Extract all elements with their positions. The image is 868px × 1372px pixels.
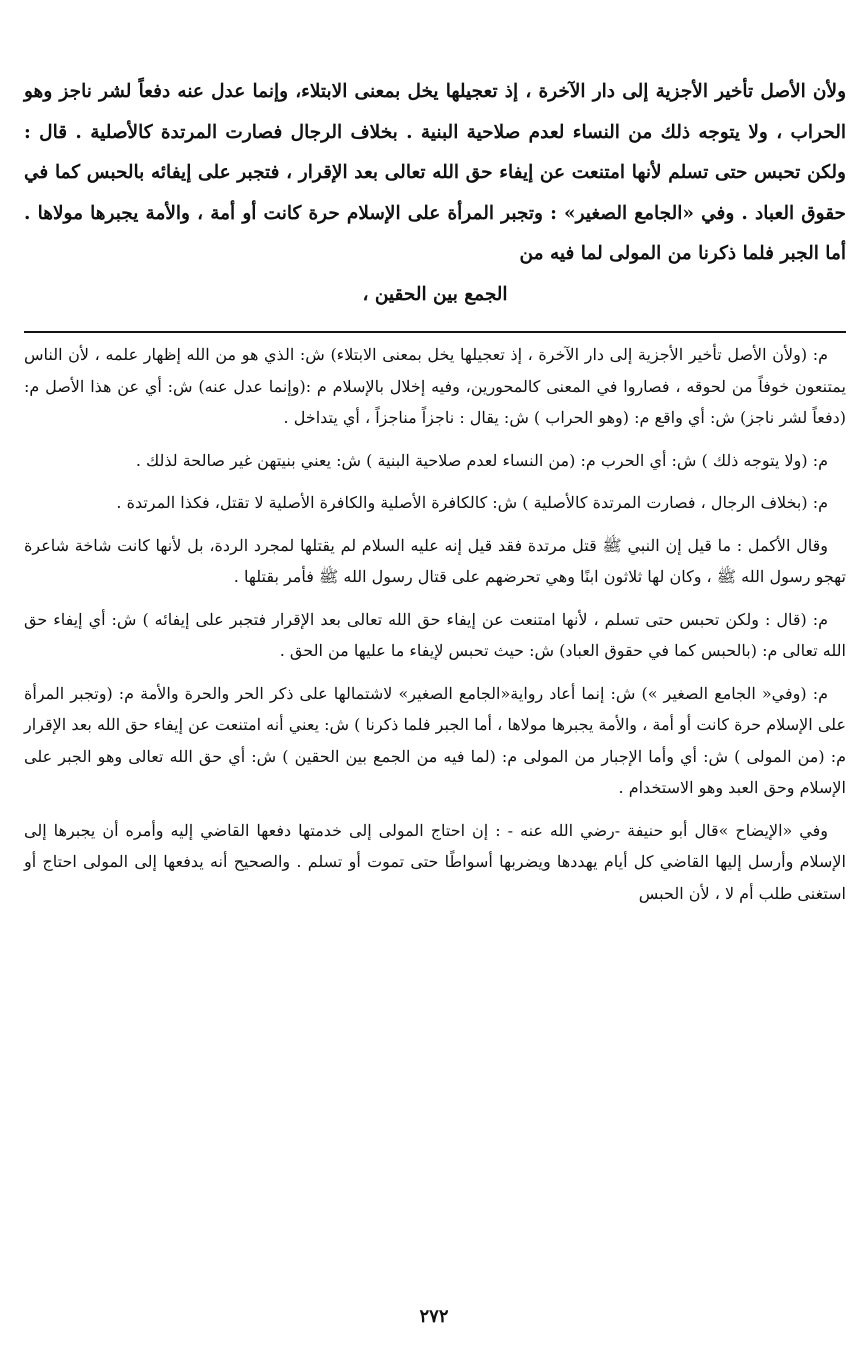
main-text-line: ولأن الأصل تأخير الأجزية إلى دار الآخرة ، إذ تعجيلها يخل بمعنى الابتلاء، وإنما عدل عنه دفعاً <box>138 81 847 102</box>
commentary-paragraph: م: (ولأن الأصل تأخير الأجزية إلى دار الآخرة ، إذ تعجيلها يخل بمعنى الابتلاء) ش: الذي هو من الله إظهار علمه ، لأن الناس يمتنعون خوفاً من لحوقه ، فصاروا في المعنى كالمحورين، وفيه إخلال بالإسلام م :(وإنما عدل عنه) ش: أي عن هذا الأصل م: (دفعاً لشر ناجز) ش: أي واقع م: (وهو الحراب ) ش: يقال : ناجزاً مناجزاً ، أي يتداخل . <box>24 345 847 427</box>
main-text-last-line: الجمع بين الحقين ، <box>362 283 508 305</box>
commentary-paragraph: م: (قال : ولكن تحبس حتى تسلم ، لأنها امتنعت عن إيفاء حق الله تعالى بعد الإقرار فتجبر على إيفائه ) ش: أي إيفاء حق الله تعالى م: (بالحبس كما في حقوق العباد) ش: حيث تحبس لإيفاء ما عليها من الحق . <box>24 609 846 660</box>
main-text-line: على الإسلام حرة كانت أو أمة ، والأمة يجبرها مولاها . أما الجبر فلما ذكرنا من المولى لما فيه من <box>24 202 846 264</box>
commentary-paragraph: وقال الأكمل : ما قيل إن النبي ﷺ قتل مرتدة فقد قيل إنه عليه السلام لم يقتلها لمجرد الردة، بل لأنها كانت شاخة شاعرة تهجو رسول الله ﷺ ، وكان لها ثلاثون ابنًا وهي تحرضهم على قتال رسول الله ﷺ فأمر بقتلها . <box>24 535 846 586</box>
main-text-line: فصارت المرتدة كالأصلية . قال : ولكن تحبس حتى تسلم لأنها امتنعت عن إيفاء حق الله تعالى <box>24 121 846 183</box>
commentary <box>24 339 846 909</box>
document-page <box>24 72 846 920</box>
commentary-paragraph: م: (ولا يتوجه ذلك ) ش: أي الحرب م: (من النساء لعدم صلاحية البنية ) ش: يعني بنيتهن غير صالحة لذلك . <box>135 450 828 470</box>
main-text-line: لشر ناجز وهو الحراب ، ولا يتوجه ذلك من النساء لعدم صلاحية البنية . بخلاف الرجال <box>24 81 846 143</box>
section-divider <box>24 331 846 333</box>
main-text-line: بعد الإقرار ، فتجبر على إيفائه بالحبس كما في حقوق العباد . وفي «الجامع الصغير» : وتجبر المرأة <box>24 162 846 224</box>
page-number: ٢٧٢ <box>419 1306 449 1327</box>
main-text <box>24 72 846 275</box>
commentary-paragraph: م: (بخلاف الرجال ، فصارت المرتدة كالأصلية ) ش: كالكافرة الأصلية والكافرة الأصلية لا تقتل، فكذا المرتدة . <box>116 493 828 512</box>
commentary-paragraph: وفي «الإيضاح »قال أبو حنيفة -رضي الله عنه - : إن احتاج المولى إلى خدمتها دفعها القاضي إليه وأمره أن يجبرها إلى الإسلام وأرسل إليها القاضي كل أيام يهددها ويضربها أسواطًا حتى تموت أو تسلم . والصحيح أنه يدفعها إلى المولى احتاج أو استغنى طلب أم لا ، لأن الحبس <box>24 820 847 903</box>
commentary-paragraph: م: (وفي« الجامع الصغير ») ش: إنما أعاد رواية«الجامع الصغير» لاشتمالها على ذكر الحر والحرة والأمة م: (وتجبر المرأة على الإسلام حرة كانت أو أمة ، والأمة يجبرها مولاها ، أما الجبر فلما ذكرنا ) ش: يعني أنه امتنعت عن إيفاء حق الله بعد الإقرار م: (من المولى ) ش: أي وأما الإجبار من المولى م: (لما فيه من الجمع بين الحقين ) ش: أي حق الله تعالى وهو الجبر على الإسلام وحق العبد وهو الاستخدام . <box>24 683 847 797</box>
